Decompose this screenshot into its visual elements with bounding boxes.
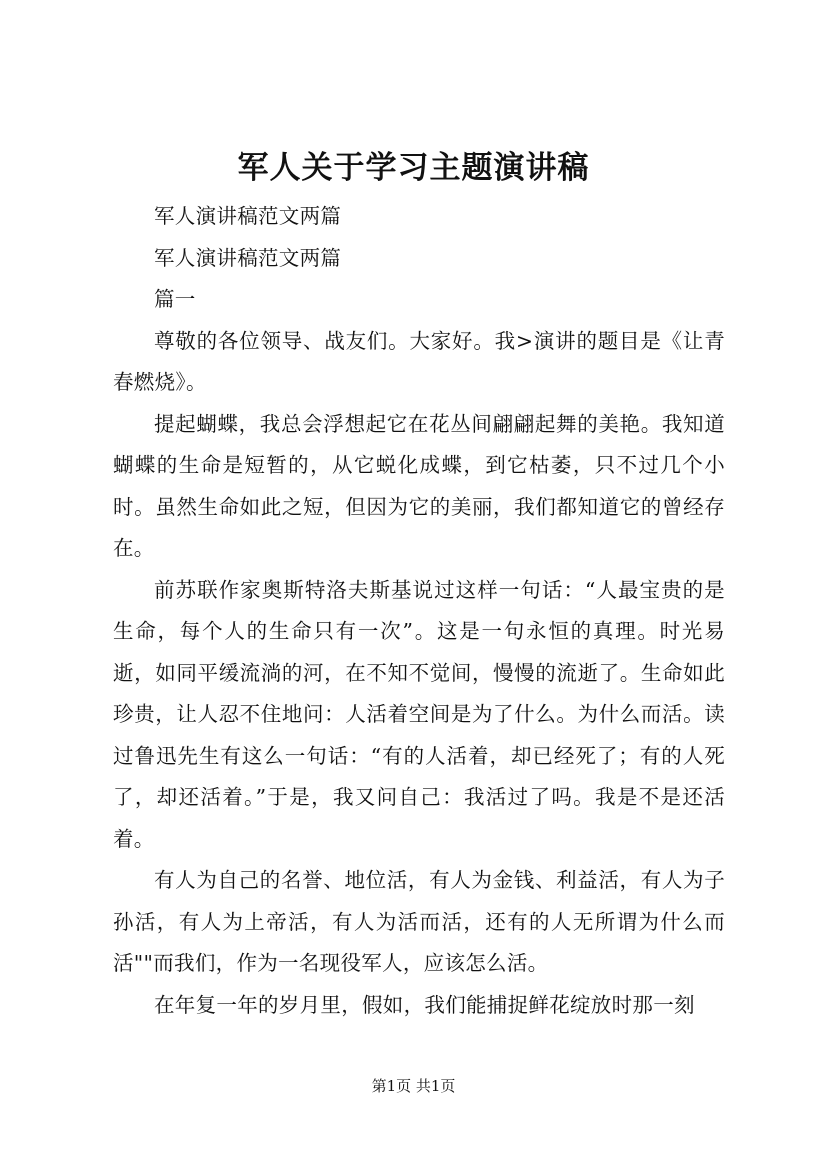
paragraph: 有人为自己的名誉、地位活，有人为金钱、利益活，有人为子孙活，有人为上帝活，有人为活而活，还有的人无所谓为什么而活""而我们，作为一名现役军人，应该怎么活。 xyxy=(113,868,725,975)
paragraph: 篇一 xyxy=(154,287,196,311)
paragraph: 提起蝴蝶，我总会浮想起它在花丛间翩翩起舞的美艳。我知道蝴蝶的生命是短暂的，从它蜕化成蝶，到它枯萎，只不过几个小时。虽然生命如此之短，但因为它的美丽，我们都知道它的曾经存在。 xyxy=(113,411,725,560)
paragraph: 军人演讲稿范文两篇 xyxy=(154,204,342,228)
paragraph: 前苏联作家奥斯特洛夫斯基说过这样一句话：“人最宝贵的是生命，每个人的生命只有一次”。这是一句永恒的真理。时光易逝，如同平缓流淌的河，在不知不觉间，慢慢的流逝了。生命如此珍贵，让人忍不住地问：人活着空间是为了什么。为什么而活。读过鲁迅先生有这么一句话：“有的人活着，却已经死了；有的人死了，却还活着。”于是，我又问自己：我活过了吗。我是不是还活着。 xyxy=(113,577,725,851)
paragraph: 尊敬的各位领导、战友们。大家好。我>演讲的题目是《让青春燃烧》。 xyxy=(113,328,725,394)
paragraph: 在年复一年的岁月里，假如，我们能捕捉鲜花绽放时那一刻 xyxy=(154,992,695,1017)
paragraph: 军人演讲稿范文两篇 xyxy=(154,245,342,270)
page-number-footer: 第1页 共1页 xyxy=(371,1077,456,1095)
document-body xyxy=(113,196,725,1026)
document-title: 军人关于学习主题演讲稿 xyxy=(237,150,590,186)
